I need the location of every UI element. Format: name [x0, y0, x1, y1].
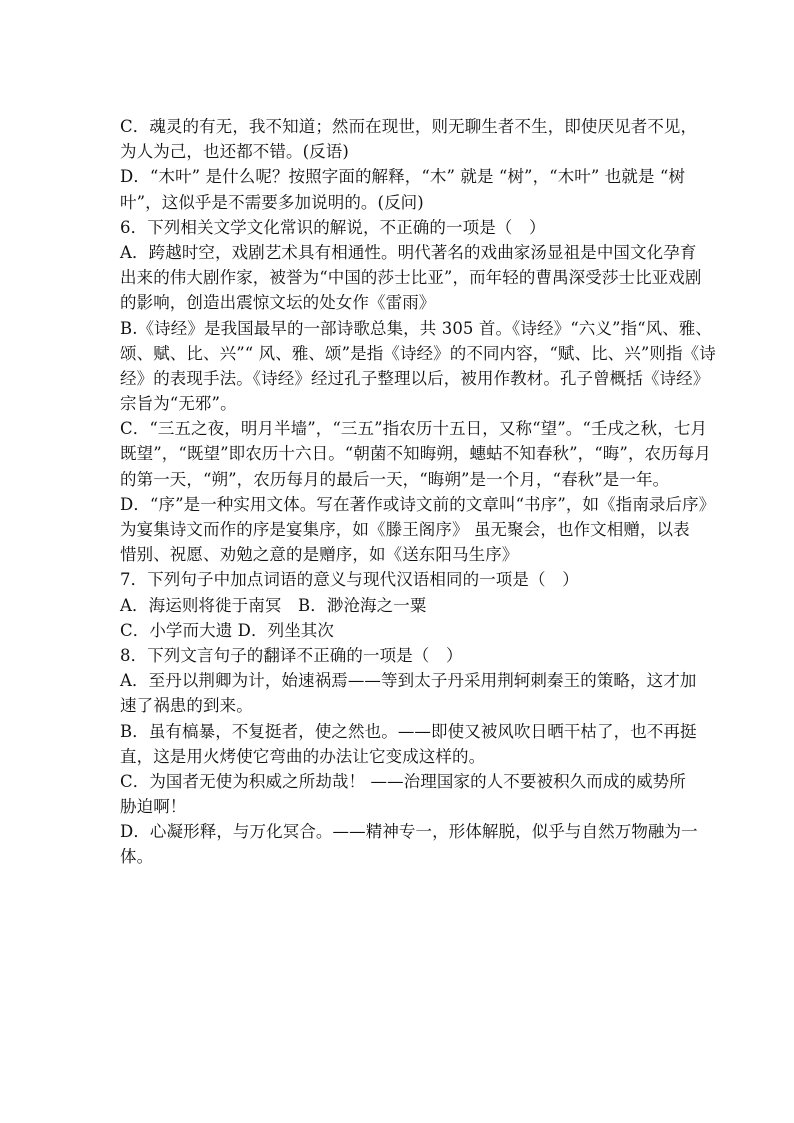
text-line: A．跨越时空，戏剧艺术具有相通性。明代著名的戏曲家汤显祖是中国文化孕育: [120, 242, 697, 262]
text-line: D．心凝形释，与万化冥合。——精神专一，形体解脱，似乎与自然万物融为一: [120, 822, 698, 842]
question-6-stem: 6．下列相关文学文化常识的解说，不正确的一项是（ ）: [120, 217, 546, 237]
text-line: 颂、赋、比、兴”“ 风、雅、颂”是指《诗经》的不同内容，“赋、比、兴”则指《诗: [120, 343, 716, 363]
text-line: C．为国者无使为积威之所劫哉！ ——治理国家的人不要被积久而成的威势所: [120, 771, 686, 791]
text-line: 速了祸患的到来。: [120, 696, 253, 716]
text-line: 胁迫啊！: [120, 797, 187, 817]
text-line: 为人为己，也还都不错。(反语): [120, 142, 349, 162]
document-page: [120, 114, 716, 870]
text-line: C．“三五之夜，明月半墙”，“三五”指农历十五日，又称“望”。“壬戌之秋，七月: [120, 419, 708, 439]
text-line: 的影响，创造出震惊文坛的处女作《雷雨》: [120, 293, 436, 313]
question-8-stem: 8．下列文言句子的翻译不正确的一项是（ ）: [120, 645, 463, 665]
text-line: C．魂灵的有无，我不知道；然而在现世，则无聊生者不生，即使厌见者不见，: [120, 117, 698, 136]
text-line: B.《诗经》是我国最早的一部诗歌总集，共 305 首。《诗经》“六义”指“风、雅、: [120, 318, 713, 338]
text-line: 叶”，这似乎是不需要多加说明的。(反问): [120, 192, 424, 212]
text-line: D．“序”是一种实用文体。写在著作或诗文前的文章叫“书序”，如《指南录后序》: [120, 494, 716, 514]
text-line: 直，这是用火烤使它弯曲的办法让它变成这样的。: [120, 746, 486, 766]
text-line: A．海运则将徙于南冥 B．渺沧海之一粟: [120, 595, 427, 615]
text-line: 为宴集诗文而作的序是宴集序，如《滕王阁序》 虽无聚会，也作文相赠，以表: [120, 520, 690, 539]
text-line: A．至丹以荆卿为计，始速祸焉——等到太子丹采用荆轲刺秦王的策略，这才加: [120, 671, 697, 691]
text-line: 体。: [120, 847, 154, 867]
question-7-stem: 7．下列句子中加点词语的意义与现代汉语相同的一项是（ ）: [120, 570, 579, 590]
text-line: C．小学而大遗 D．列坐其次: [120, 620, 334, 640]
text-line: B．虽有槁暴，不复挺者，使之然也。——即使又被风吹日晒干枯了，也不再挺: [120, 721, 697, 741]
text-line: 宗旨为“无邪”。: [120, 394, 237, 414]
text-line: 经》的表现手法。《诗经》经过孔子整理以后，被用作教材。孔子曾概括《诗经》: [120, 368, 710, 388]
text-line: 的第一天，“朔”，农历每月的最后一天，“晦朔”是一个月，“春秋”是一年。: [120, 469, 670, 489]
text-line: D．“木叶” 是什么呢？按照字面的解释，“木” 就是 “树”，“木叶” 也就是 “树: [120, 167, 686, 187]
text-line: 惜别、祝愿、劝勉之意的是赠序，如《送东阳马生序》: [120, 545, 519, 565]
text-line: 出来的伟大剧作家，被誉为“中国的莎士比亚”，而年轻的曹禺深受莎士比亚戏剧: [120, 268, 702, 288]
text-line: 既望”，“既望”即农历十六日。“朝菌不知晦朔，蟪蛄不知春秋”，“晦”，农历每月: [120, 444, 711, 464]
